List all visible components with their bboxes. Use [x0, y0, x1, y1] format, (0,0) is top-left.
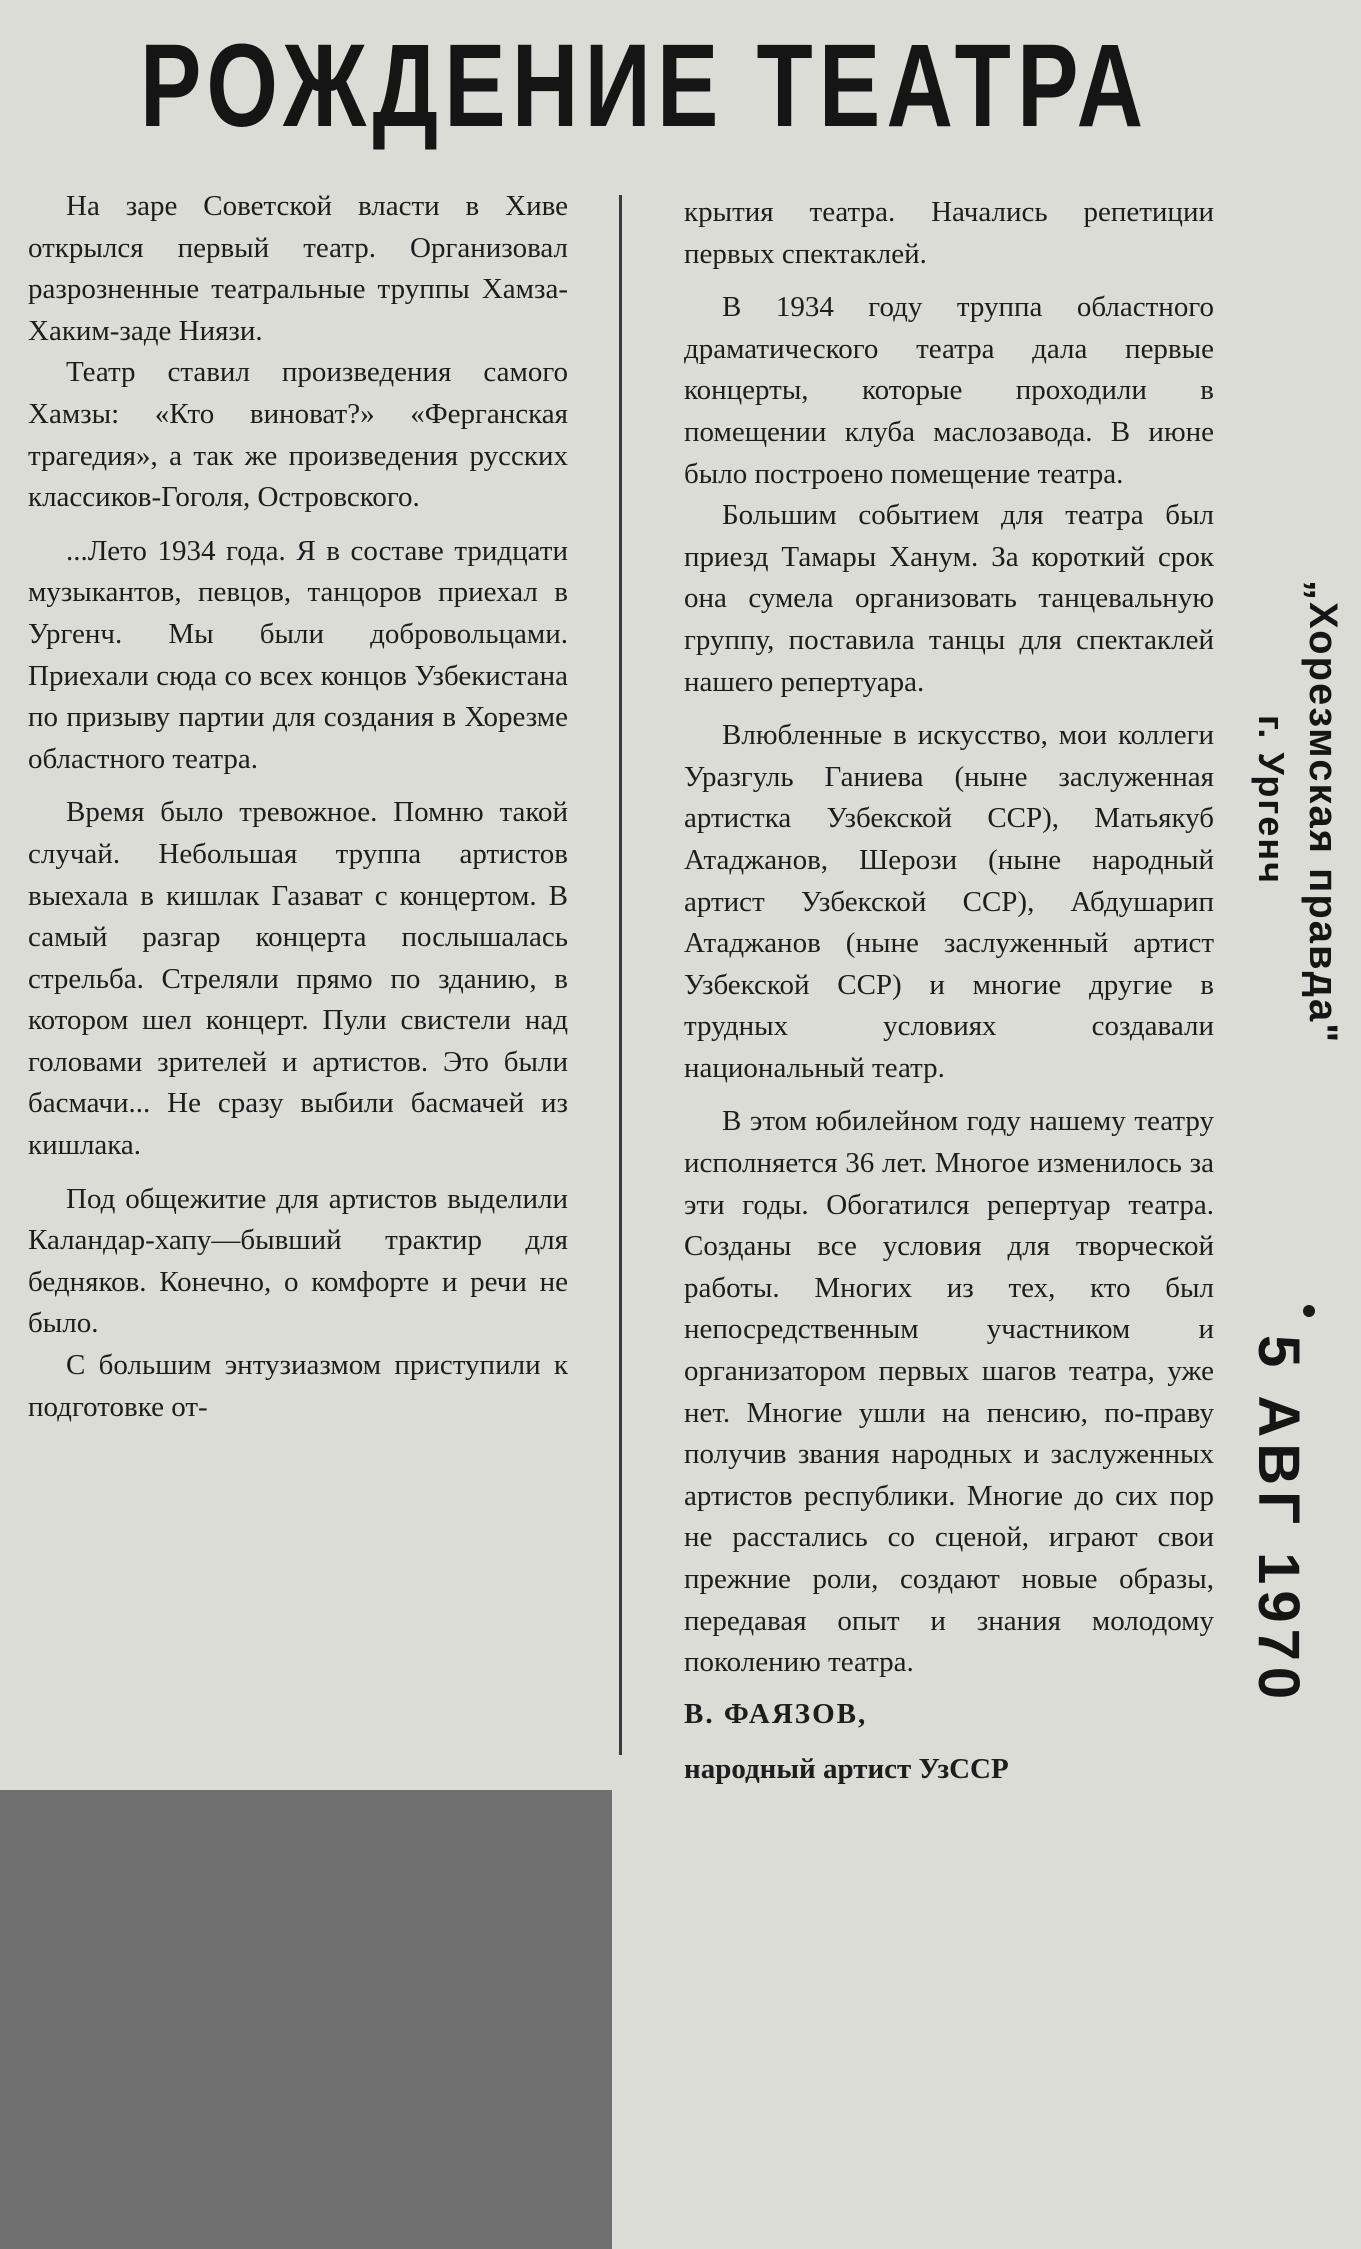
- right-column: [684, 192, 1214, 1791]
- paragraph: На заре Советской власти в Хиве открылся первый театр. Организовал разрозненные театральные труппы Хамза-Хаким-заде Ниязи.: [28, 190, 568, 347]
- author-name: В. ФАЯЗОВ,: [684, 1697, 868, 1730]
- paragraph: крытия театра. Начались репетиции первых спектаклей.: [684, 196, 1214, 270]
- paragraph: В 1934 году труппа областного драматического театра дала первые концерты, которые проходили в помещении клуба маслозавода. В июне было построено помещение театра.: [684, 291, 1214, 490]
- stamp-dot: [1303, 1305, 1315, 1317]
- city-stamp: г. Ургенч: [1251, 715, 1292, 886]
- paragraph: Время было тревожное. Помню такой случай. Небольшая труппа артистов выехала в кишлак Газават с концертом. В самый разгар концерта послышалась стрельба. Стреляли прямо по зданию, в котором шел концерт. Пули свистели над головами зрителей и артистов. Это были басмачи... Не сразу выбили басмачей из кишлака.: [28, 796, 568, 1162]
- paragraph: ...Лето 1934 года. Я в составе тридцати музыкантов, певцов, танцоров приехал в Ургенч. Мы были добровольцами. Приехали сюда со всех концов Узбекистана по призыву партии для создания в Хорезме областного театра.: [28, 534, 568, 775]
- paragraph: В этом юбилейном году нашему театру исполняется 36 лет. Многое изменилось за эти годы. Обогатился репертуар театра. Созданы все условия для творческой работы. Многих из тех, кто был непосредственным участником и организатором первых шагов театра, уже нет. Многие ушли на пенсию, по-праву получив звания народных и заслуженных артистов республики. Многие до сих пор не расстались со сценой, играют свои прежние роли, создают новые образы, передавая опыт и знания молодому поколению театра.: [684, 1105, 1214, 1679]
- paragraph: Большим событием для театра был приезд Тамары Ханум. За короткий срок она сумела организовать танцевальную группу, поставила танцы для спектаклей нашего репертуара.: [684, 499, 1214, 698]
- paragraph: Влюбленные в искусство, мои коллеги Уразгуль Ганиева (ныне заслуженная артистка Узбекской ССР), Матьякуб Атаджанов, Шерози (ныне народный артист Узбекской ССР), Абдушарип Атаджанов (ныне заслуженный артист Узбекской ССР) и многие другие в трудных условиях создавали национальный театр.: [684, 719, 1214, 1084]
- left-column: [28, 186, 568, 1428]
- paragraph: Под общежитие для артистов выделили Каландар-хапу—бывший трактир для бедняков. Конечно, о комфорте и речи не было.: [28, 1182, 568, 1340]
- paragraph: С большим энтузиазмом приступили к подготовке от-: [28, 1349, 568, 1423]
- headline: РОЖДЕНИЕ ТЕАТРА: [140, 20, 1150, 152]
- author-role: народный артист УзССР: [684, 1753, 1009, 1786]
- date-stamp: 5 АВГ 1970: [1246, 1335, 1311, 1706]
- column-divider: [619, 195, 622, 1755]
- paragraph: Театр ставил произведения самого Хамзы: «Кто виноват?» «Ферганская трагедия», а так же произведения русских классиков-Гоголя, Островского.: [28, 356, 568, 514]
- newspaper-stamp: „Хорезмская правда": [1301, 580, 1345, 1045]
